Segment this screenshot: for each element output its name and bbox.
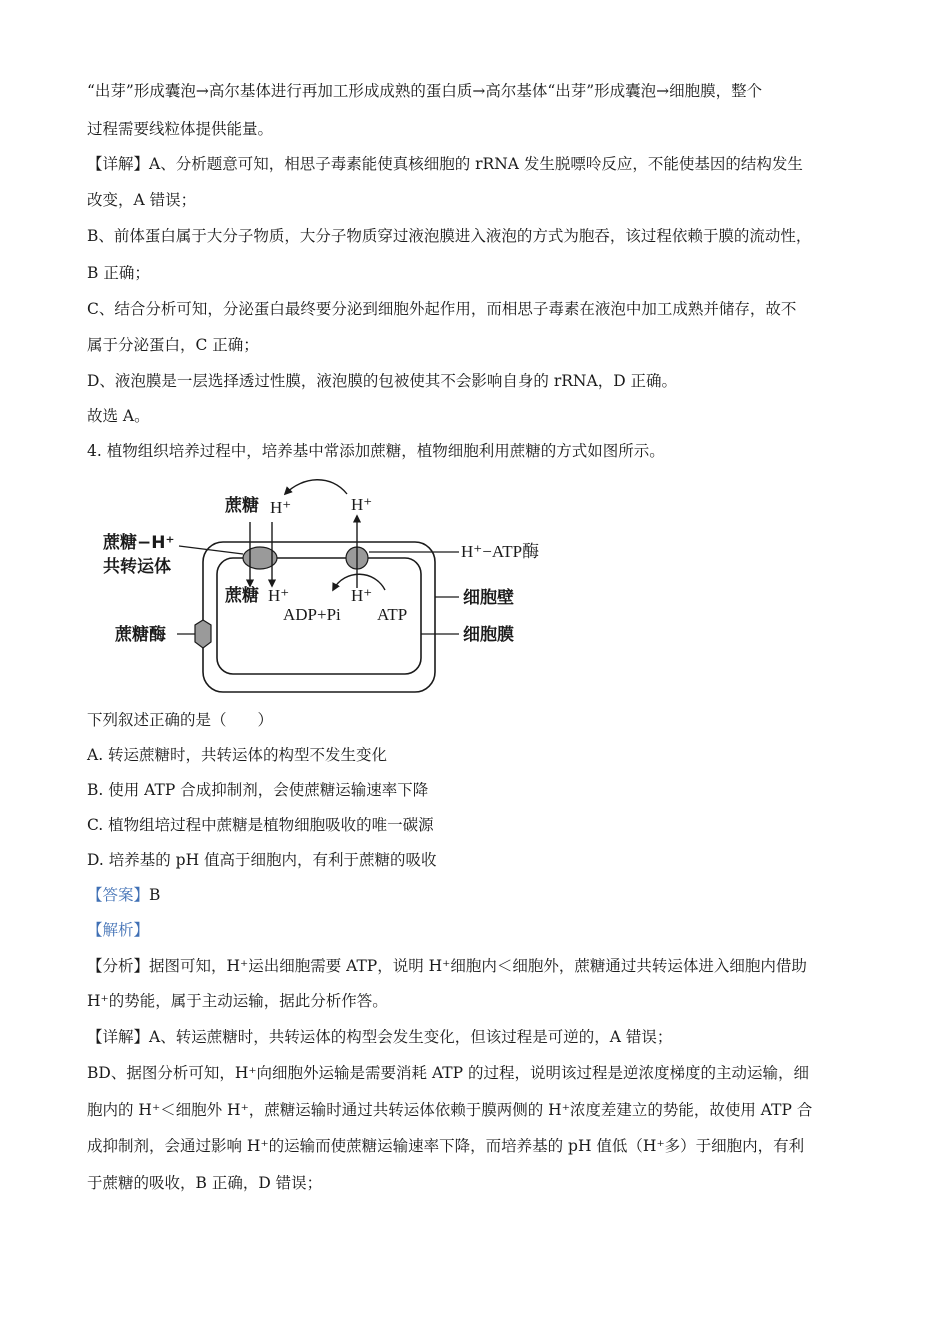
text-line: C、结合分析可知，分泌蛋白最终要分泌到细胞外起作用，而相思子毒素在液泡中加工成熟并储存，故不 (87, 300, 797, 318)
analysis-line: 【分析】据图可知，H⁺运出细胞需要 ATP，说明 H⁺细胞内＜细胞外，蔗糖通过共转运体进入细胞内借助 (87, 957, 807, 975)
analysis-line: 成抑制剂，会通过影响 H⁺的运输而使蔗糖运输速率下降，而培养基的 pH 值低（H⁺多）于细胞内，有利 (87, 1137, 805, 1155)
analysis-tag: 【解析】 (87, 921, 150, 939)
label-atp: ATP (377, 605, 408, 624)
question-prompt: 下列叙述正确的是（ ） (87, 711, 274, 729)
label-h-inside-right: H⁺ (351, 586, 373, 605)
text-line: D、液泡膜是一层选择透过性膜，液泡膜的包被使其不会影响自身的 rRNA，D 正确。 (87, 372, 678, 390)
text-line: B、前体蛋白属于大分子物质，大分子物质穿过液泡膜进入液泡的方式为胞吞，该过程依赖于膜的流动性， (87, 227, 812, 245)
label-cotransporter-1: 蔗糖−H⁺ (103, 533, 175, 553)
answer-tag: 【答案】 (87, 886, 150, 904)
label-sucrase: 蔗糖酶 (115, 625, 166, 645)
analysis-line: BD、据图分析可知，H⁺向细胞外运输是需要消耗 ATP 的过程，说明该过程是逆浓度梯度的主动运输，细 (87, 1064, 809, 1082)
option-c: C. 植物组培过程中蔗糖是植物细胞吸收的唯一碳源 (87, 816, 434, 834)
option-d: D. 培养基的 pH 值高于细胞内，有利于蔗糖的吸收 (87, 851, 437, 869)
option-a: A. 转运蔗糖时，共转运体的构型不发生变化 (87, 746, 388, 764)
label-atpase: H⁺−ATP酶 (461, 542, 540, 561)
answer-line (87, 884, 890, 906)
text-line: 过程需要线粒体提供能量。 (87, 120, 274, 138)
label-cell-wall: 细胞壁 (463, 588, 514, 608)
sucrose-transport-diagram (95, 472, 565, 702)
text-line: “出芽”形成囊泡→高尔基体进行再加工形成成熟的蛋白质→高尔基体“出芽”形成囊泡→细胞膜，整个 (87, 82, 763, 100)
label-h-inside-left: H⁺ (268, 586, 290, 605)
answer-value: B (149, 886, 161, 904)
analysis-line: 【详解】A、转运蔗糖时，共转运体的构型会发生变化，但该过程是可逆的，A 错误； (87, 1028, 673, 1046)
label-sucrose-outside: 蔗糖 (225, 496, 259, 516)
label-cotransporter-2: 共转运体 (103, 557, 171, 577)
label-h-outside-right: H⁺ (351, 495, 373, 514)
question-stem: 4. 植物组织培养过程中，培养基中常添加蔗糖，植物细胞利用蔗糖的方式如图所示。 (87, 442, 665, 460)
label-adp-pi: ADP+Pi (283, 605, 341, 624)
cotransporter-pointer (179, 546, 243, 554)
h-return-arrow (285, 480, 347, 494)
sucrase-enzyme (195, 620, 211, 648)
analysis-line: 于蔗糖的吸收，B 正确，D 错误； (87, 1174, 323, 1192)
text-line: 【详解】A、分析题意可知，相思子毒素能使真核细胞的 rRNA 发生脱嘌呤反应，不能使基因的结构发生 (87, 155, 803, 173)
option-b: B. 使用 ATP 合成抑制剂，会使蔗糖运输速率下降 (87, 781, 429, 799)
label-sucrose-inside: 蔗糖 (225, 586, 259, 606)
text-line: 改变，A 错误； (87, 191, 197, 209)
label-h-outside-left: H⁺ (270, 498, 292, 517)
analysis-line: 胞内的 H⁺＜细胞外 H⁺，蔗糖运输时通过共转运体依赖于膜两侧的 H⁺浓度差建立的势能，故使用 ATP 合 (87, 1101, 813, 1119)
text-line: 属于分泌蛋白，C 正确； (87, 336, 259, 354)
label-cell-membrane: 细胞膜 (463, 625, 514, 645)
text-line: B 正确； (87, 264, 150, 282)
text-line: 故选 A。 (87, 407, 150, 425)
analysis-line: H⁺的势能，属于主动运输，据此分析作答。 (87, 992, 388, 1010)
